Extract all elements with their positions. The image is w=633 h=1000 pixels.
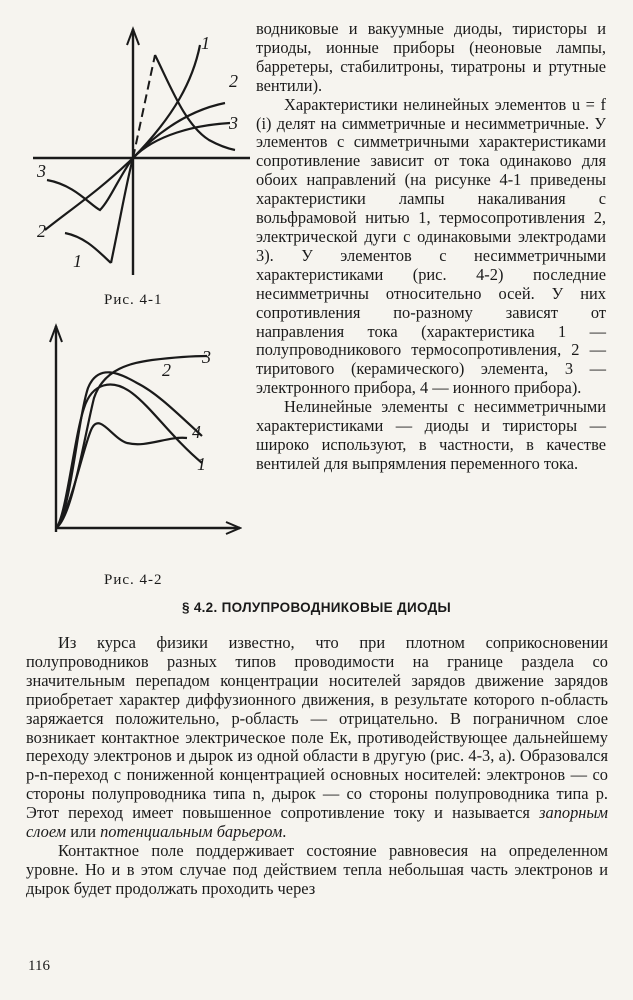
term-blocking-layer: запорным слоем — [26, 803, 608, 842]
figure-4-1-caption: Рис. 4-1 — [104, 292, 163, 308]
curve-label: 4 — [192, 422, 201, 442]
curve-3 — [56, 356, 207, 528]
curve-1-lower — [65, 233, 111, 263]
figure-4-1 — [25, 25, 250, 275]
page-number: 116 — [28, 958, 50, 974]
section-heading: § 4.2. ПОЛУПРОВОДНИКОВЫЕ ДИОДЫ — [181, 600, 452, 615]
paragraph: Характеристики нелинейных элементов u = f (i) делят на симметричные и несимметричные. У элементов с симметричными характеристиками сопротивление зависит от тока одинаково для обоих направлений (на рисунке 4-1 приведены характеристики лампы накаливания с вольфрамовой нитью 1, термосопротивления 2, электрической дуги с одинаковыми электродами 3). У элементов с несимметричными характеристиками (рис. 4-2) последние несимметричны относительно осей. У них сопротивления по-разному зависят от направления тока (характеристика 1 — полупроводникового термосопротивления, 2 — тиритового (керамического) элемента, 3 — электронного прибора, 4 — ионного прибора). — [256, 94, 606, 398]
curve-label: 2 — [162, 360, 171, 380]
curve-label: 1 — [201, 33, 210, 53]
figure-4-2-caption: Рис. 4-2 — [104, 572, 163, 588]
connector-text: или — [66, 822, 101, 842]
paragraph: Контактное поле поддерживает состояние равновесия на определенном уровне. Но и в этом случае под действием тепла небольшая часть электронов и дырок будет продолжать проходить через — [26, 840, 608, 898]
right-column — [256, 20, 606, 474]
period: . — [282, 822, 287, 842]
curve-2 — [56, 372, 202, 528]
curve-label: 3 — [202, 347, 211, 367]
paragraph-text: Из курса физики известно, что при плотном соприкосновении полупроводников разных типов проводимости на границе раздела со значительным перепадом концентрации носителей зарядов движение зарядов приобретает характер диффузионного движения, в результате которого n-область заряжается положительно, p-область — отрицательно. В пограничном слое возникает контактное электрическое поле Eк, противодействующее дальнейшему переходу электронов и дырок из одной области в другую (рис. 4-3, а). Образовался p-n-переход с пониженной концентрацией основных носителей: электронов — со стороны полупроводника типа n, дырок — со стороны полупроводника типа p. Этот переход имеет повышенное сопротивление току и называется — [26, 633, 608, 823]
term-potential-barrier: потенциальным барьером — [100, 822, 283, 842]
curve-label: 3 — [37, 161, 46, 181]
figure-4-1-graph — [25, 25, 250, 275]
curve-label: 1 — [73, 251, 82, 271]
curve-label: 2 — [37, 221, 46, 241]
curve-2 — [45, 103, 225, 230]
curve-label: 3 — [229, 113, 238, 133]
paragraph: Нелинейные элементы с несимметричными характеристиками — диоды и тиристоры — широко используют, в частности, в качестве вентилей для выпрямления переменного тока. — [256, 397, 606, 473]
curve-1-upper — [133, 45, 200, 158]
curve-1 — [56, 385, 202, 528]
body-text — [26, 634, 608, 899]
curve-label: 2 — [229, 71, 238, 91]
curve-label: 1 — [197, 454, 206, 474]
figure-4-2 — [42, 318, 242, 548]
paragraph — [26, 634, 608, 842]
paragraph: водниковые и вакуумные диоды, тиристоры и триоды, ионные приборы (неоновые лампы, барретеры, стабилитроны, тиратроны и ртутные вентили). — [256, 19, 606, 95]
figure-4-2-graph — [42, 318, 242, 548]
